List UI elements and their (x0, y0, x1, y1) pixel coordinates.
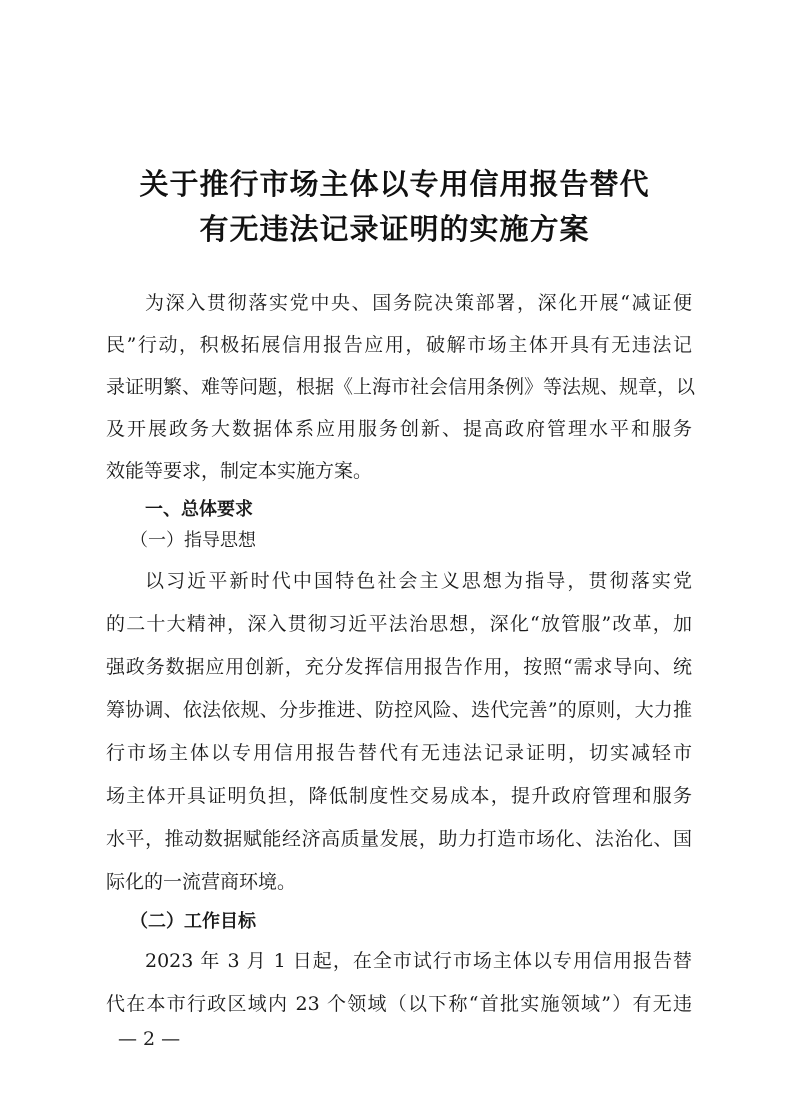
goal-line: 代在本市行政区域内 23 个领域（以下称“首批实施领域”）有无违 (106, 993, 692, 1015)
document-title-line-2: 有无违法记录证明的实施方案 (199, 212, 590, 246)
intro-line: 及开展政务大数据体系应用服务创新、提高政府管理水平和服务 (106, 418, 692, 440)
subsection-heading-guiding: （一）指导思想 (130, 530, 256, 551)
guiding-line: 际化的一流营商环境。 (106, 871, 297, 893)
section-heading: 一、总体要求 (145, 499, 253, 520)
intro-line: 民”行动，积极拓展信用报告应用，破解市场主体开具有无违法记 (106, 334, 692, 356)
guiding-line: 筹协调、依法依规、分步推进、防控风险、迭代完善”的原则，大力推 (106, 699, 692, 721)
page-number: — 2 — (118, 1028, 181, 1050)
document-title-line-1: 关于推行市场主体以专用信用报告替代 (139, 167, 650, 201)
guiding-line: 行市场主体以专用信用报告替代有无违法记录证明，切实减轻市 (106, 742, 692, 764)
goal-line: 2023 年 3 月 1 日起，在全市试行市场主体以专用信用报告替 (145, 950, 692, 972)
intro-line: 效能等要求，制定本实施方案。 (106, 460, 373, 482)
subsection-heading-goal: （二）工作目标 (130, 911, 256, 932)
intro-line: 为深入贯彻落实党中央、国务院决策部署，深化开展“减证便 (145, 292, 692, 314)
guiding-line: 的二十大精神，深入贯彻习近平法治思想，深化“放管服”改革，加 (106, 613, 692, 635)
intro-line: 录证明繁、难等问题，根据《上海市社会信用条例》等法规、规章，以 (106, 376, 696, 398)
guiding-line: 水平，推动数据赋能经济高质量发展，助力打造市场化、法治化、国 (106, 828, 692, 850)
guiding-line: 以习近平新时代中国特色社会主义思想为指导，贯彻落实党 (145, 570, 692, 592)
guiding-line: 强政务数据应用创新，充分发挥信用报告作用，按照“需求导向、统 (106, 656, 692, 678)
guiding-line: 场主体开具证明负担，降低制度性交易成本，提升政府管理和服务 (106, 785, 692, 807)
